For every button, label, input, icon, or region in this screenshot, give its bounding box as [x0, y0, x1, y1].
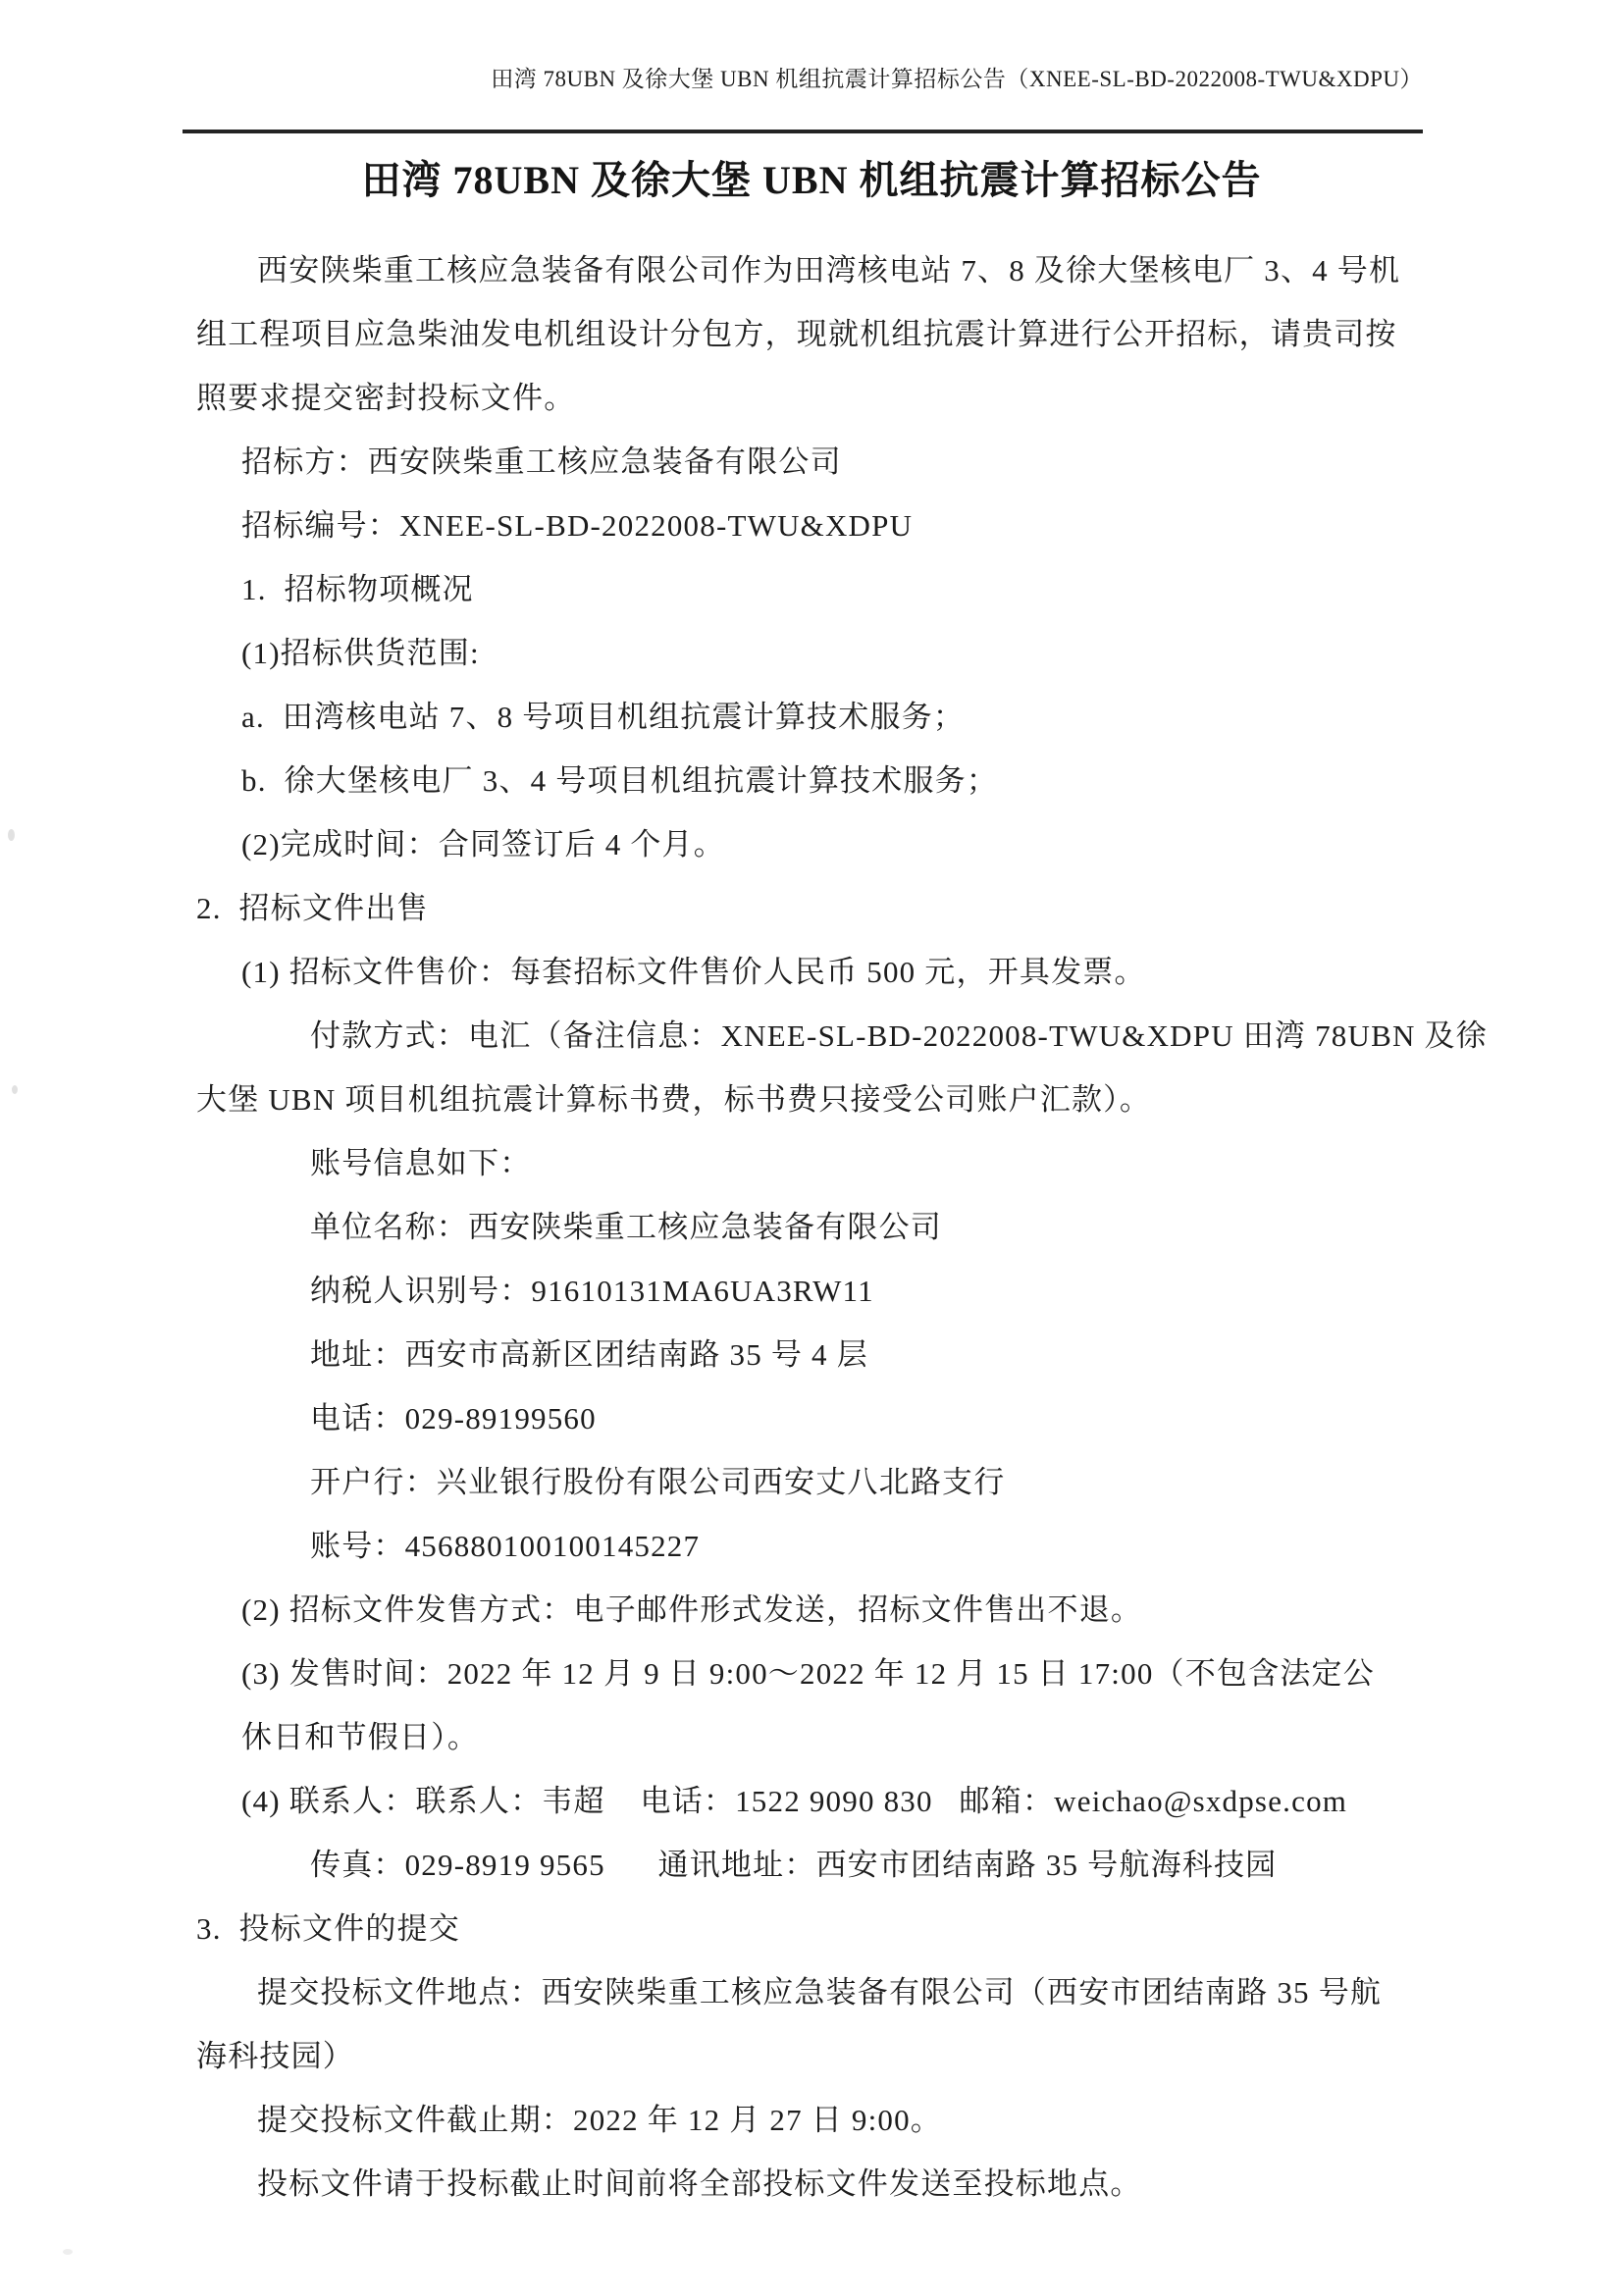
document-line: 地址：西安市高新区团结南路 35 号 4 层	[310, 1337, 868, 1372]
document-line: 账号信息如下：	[310, 1146, 532, 1180]
scan-artifact	[8, 829, 15, 841]
document-line: (1)招标供货范围:	[241, 636, 480, 670]
document-line: b. 徐大堡核电厂 3、4 号项目机组抗震计算技术服务；	[241, 763, 999, 798]
scan-artifact	[12, 1085, 18, 1094]
document-line: 组工程项目应急柴油发电机组设计分包方，现就机组抗震计算进行公开招标，请贵司按	[196, 317, 1397, 351]
document-line: 2. 招标文件出售	[196, 891, 429, 925]
document-line: 提交投标文件截止期：2022 年 12 月 27 日 9:00。	[257, 2103, 943, 2137]
document-line: 1. 招标物项概况	[241, 572, 474, 606]
document-line: 招标方：西安陕柴重工核应急装备有限公司	[241, 444, 842, 479]
document-line: 照要求提交密封投标文件。	[196, 381, 576, 415]
document-line: (4) 联系人：联系人：韦超 电话：1522 9090 830 邮箱：weichao@sxdpse.com	[241, 1784, 1348, 1818]
document-line: 电话：029-89199560	[310, 1401, 597, 1435]
document-body	[196, 238, 1501, 2216]
document-line: 大堡 UBN 项目机组抗震计算标书费，标书费只接受公司账户汇款）。	[196, 1082, 1152, 1117]
document-line: 付款方式：电汇（备注信息：XNEE-SL-BD-2022008-TWU&XDPU 田湾 78UBN 及徐	[310, 1018, 1488, 1053]
document-line: 开户行：兴业银行股份有限公司西安丈八北路支行	[310, 1465, 1006, 1499]
document-line: 纳税人识别号：91610131MA6UA3RW11	[310, 1274, 874, 1308]
document-line: (2) 招标文件发售方式：电子邮件形式发送，招标文件售出不退。	[241, 1592, 1143, 1627]
document-line: 西安陕柴重工核应急装备有限公司作为田湾核电站 7、8 及徐大堡核电厂 3、4 号机	[257, 253, 1401, 287]
document-line: 3. 投标文件的提交	[196, 1911, 460, 1946]
document-line: 海科技园）	[196, 2039, 354, 2073]
document-title: 田湾 78UBN 及徐大堡 UBN 机组抗震计算招标公告	[361, 158, 1262, 202]
document-line: (2)完成时间：合同签订后 4 个月。	[241, 827, 725, 861]
document-line: 提交投标文件地点：西安陕柴重工核应急装备有限公司（西安市团结南路 35 号航	[257, 1975, 1383, 2009]
document-line: 单位名称：西安陕柴重工核应急装备有限公司	[310, 1210, 942, 1244]
document-line: 投标文件请于投标截止时间前将全部投标文件发送至投标地点。	[257, 2166, 1142, 2201]
document-line: (1) 招标文件售价：每套招标文件售价人民币 500 元，开具发票。	[241, 955, 1146, 989]
scan-artifact	[63, 2249, 73, 2255]
document-line: 招标编号：XNEE-SL-BD-2022008-TWU&XDPU	[241, 508, 914, 543]
header-rule	[183, 130, 1423, 133]
document-line: 休日和节假日）。	[241, 1720, 480, 1754]
document-line: 账号：456880100100145227	[310, 1529, 701, 1563]
running-header: 田湾 78UBN 及徐大堡 UBN 机组抗震计算招标公告（XNEE-SL-BD-2022008-TWU&XDPU）	[491, 67, 1423, 91]
document-line: 传真：029-8919 9565 通讯地址：西安市团结南路 35 号航海科技园	[310, 1848, 1278, 1882]
document-line: (3) 发售时间：2022 年 12 月 9 日 9:00～2022 年 12 月 15 日 17:00（不包含法定公	[241, 1656, 1375, 1691]
document-line: a. 田湾核电站 7、8 号项目机组抗震计算技术服务；	[241, 700, 966, 734]
